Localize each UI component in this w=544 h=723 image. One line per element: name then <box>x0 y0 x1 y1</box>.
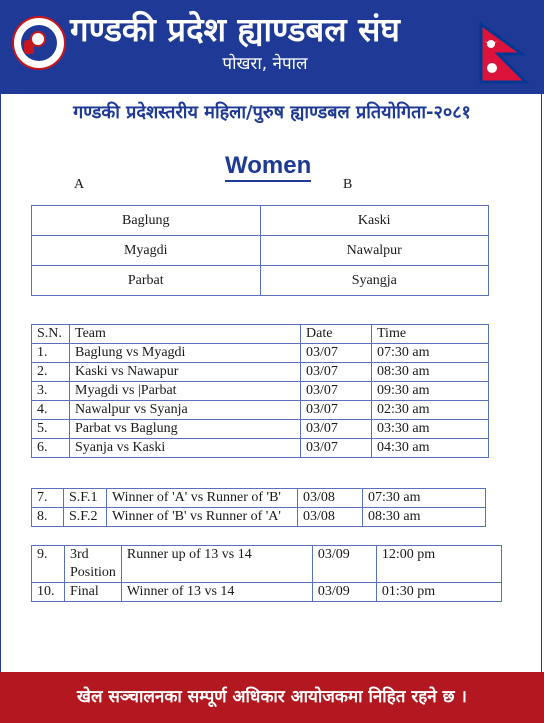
sn-cell: 2. <box>32 363 70 382</box>
group-a-label: A <box>74 177 85 192</box>
finals-table <box>31 545 502 602</box>
table-row <box>32 439 489 458</box>
stage-cell: 3rd Position <box>65 546 122 583</box>
sn-cell: 3. <box>32 382 70 401</box>
date-cell: 03/07 <box>301 420 372 439</box>
header-date: Date <box>301 325 372 344</box>
group-b-label: B <box>343 177 353 192</box>
stage-cell: S.F.2 <box>64 508 107 527</box>
time-cell: 03:30 am <box>372 420 489 439</box>
league-schedule-table <box>31 324 489 458</box>
time-cell: 04:30 am <box>372 439 489 458</box>
table-row <box>32 344 489 363</box>
groups-table <box>31 205 489 296</box>
header-sn: S.N. <box>32 325 70 344</box>
date-cell: 03/09 <box>312 546 376 583</box>
table-row <box>32 382 489 401</box>
time-cell: 02:30 am <box>372 401 489 420</box>
group-a-team: Myagdi <box>32 236 261 266</box>
group-a-team: Baglung <box>32 206 261 236</box>
date-cell: 03/07 <box>301 363 372 382</box>
group-a-team: Parbat <box>32 266 261 296</box>
time-cell: 08:30 am <box>363 508 486 527</box>
section-title: Women <box>225 152 311 182</box>
sn-cell: 9. <box>32 546 65 583</box>
group-b-team: Syangja <box>260 266 489 296</box>
date-cell: 03/07 <box>301 401 372 420</box>
table-row <box>32 206 489 236</box>
stage-cell: S.F.1 <box>64 489 107 508</box>
team-cell: Parbat vs Baglung <box>70 420 301 439</box>
match-cell: Winner of 'A' vs Runner of 'B' <box>107 489 298 508</box>
match-cell: Winner of 'B' vs Runner of 'A' <box>107 508 298 527</box>
header-time: Time <box>372 325 489 344</box>
footer-banner <box>0 672 544 723</box>
nepal-flag-icon <box>478 22 530 84</box>
time-cell: 07:30 am <box>372 344 489 363</box>
semifinal-table <box>31 488 486 527</box>
sn-cell: 1. <box>32 344 70 363</box>
date-cell: 03/07 <box>301 382 372 401</box>
organization-name: गण्डकी प्रदेश ह्याण्डबल संघ <box>70 10 400 49</box>
header-team: Team <box>70 325 301 344</box>
team-cell: Baglung vs Myagdi <box>70 344 301 363</box>
time-cell: 01:30 pm <box>376 583 501 602</box>
time-cell: 09:30 am <box>372 382 489 401</box>
footer-notice: खेल सञ्चालनका सम्पूर्ण अधिकार आयोजकमा निहित रहने छ । <box>77 687 467 707</box>
time-cell: 08:30 am <box>372 363 489 382</box>
table-row <box>32 583 502 602</box>
header-banner <box>0 0 544 94</box>
table-row <box>32 508 486 527</box>
tournament-title: गण्डकी प्रदेशस्तरीय महिला/पुरुष ह्याण्डबल प्रतियोगिता-२०८१ <box>73 102 471 123</box>
sn-cell: 6. <box>32 439 70 458</box>
table-row <box>32 489 486 508</box>
table-row <box>32 266 489 296</box>
table-row <box>32 420 489 439</box>
table-row <box>32 546 502 583</box>
team-cell: Kaski vs Nawapur <box>70 363 301 382</box>
table-header-row <box>32 325 489 344</box>
sn-cell: 5. <box>32 420 70 439</box>
time-cell: 07:30 am <box>363 489 486 508</box>
team-cell: Nawalpur vs Syanja <box>70 401 301 420</box>
sn-cell: 7. <box>32 489 64 508</box>
date-cell: 03/08 <box>298 508 363 527</box>
sn-cell: 10. <box>32 583 65 602</box>
time-cell: 12:00 pm <box>376 546 501 583</box>
table-row <box>32 401 489 420</box>
match-cell: Winner of 13 vs 14 <box>121 583 312 602</box>
date-cell: 03/08 <box>298 489 363 508</box>
group-b-team: Nawalpur <box>260 236 489 266</box>
team-cell: Syanja vs Kaski <box>70 439 301 458</box>
match-cell: Runner up of 13 vs 14 <box>121 546 312 583</box>
group-b-team: Kaski <box>260 206 489 236</box>
date-cell: 03/07 <box>301 439 372 458</box>
table-row <box>32 236 489 266</box>
association-logo-icon <box>12 16 66 70</box>
date-cell: 03/07 <box>301 344 372 363</box>
table-row <box>32 363 489 382</box>
date-cell: 03/09 <box>312 583 376 602</box>
team-cell: Myagdi vs |Parbat <box>70 382 301 401</box>
organization-location: पोखरा, नेपाल <box>222 54 308 74</box>
sn-cell: 4. <box>32 401 70 420</box>
sn-cell: 8. <box>32 508 64 527</box>
stage-cell: Final <box>65 583 122 602</box>
